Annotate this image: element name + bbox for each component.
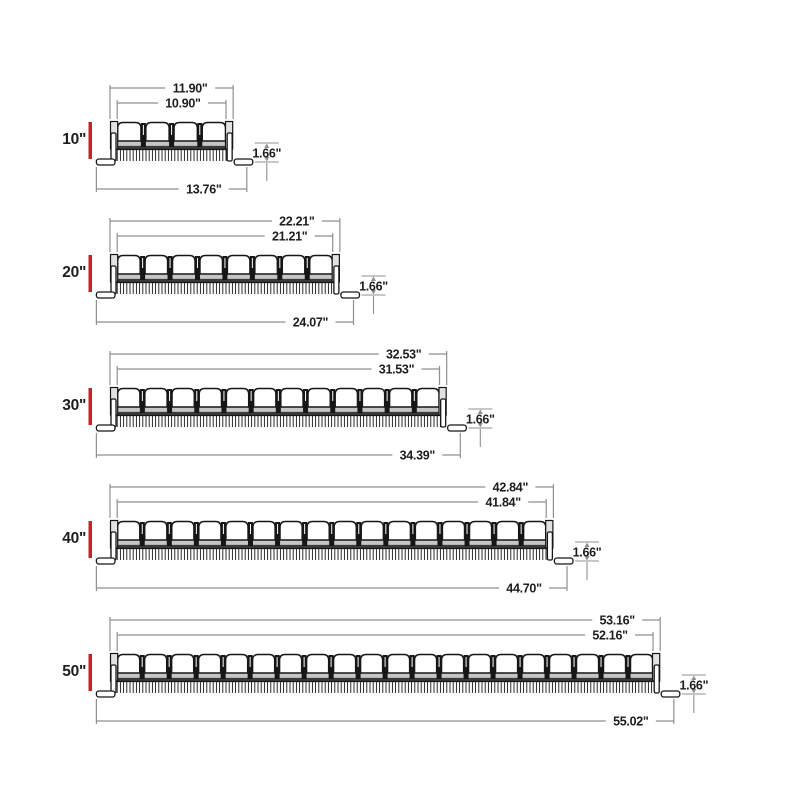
optic-pod-lens <box>390 389 412 408</box>
dim-label: 22.21" <box>279 214 315 229</box>
optic-pod-lens <box>118 389 140 408</box>
optic-pod-lens <box>523 655 545 674</box>
optic-pod-lens <box>442 522 464 541</box>
optic-pod-lens <box>417 389 439 408</box>
optic-pod-lens <box>253 655 275 674</box>
optic-pod-lens <box>172 389 194 408</box>
optic-pod-lens <box>415 522 437 541</box>
red-index-tick <box>89 521 93 558</box>
optic-pod-lens <box>253 522 275 541</box>
dim-label-height: 1.66" <box>572 545 602 560</box>
mount-arm-right <box>334 266 339 294</box>
dim-label: 52.16" <box>592 628 628 643</box>
mount-arm-left <box>111 532 116 560</box>
lightbar-row-50 <box>62 613 708 729</box>
mount-foot-right <box>661 691 680 697</box>
optic-pod-lens <box>280 522 302 541</box>
optic-pod-lens <box>361 522 383 541</box>
mount-foot-left <box>96 425 115 431</box>
lightbar-drawing <box>96 388 466 432</box>
optic-pod-lens <box>334 655 356 674</box>
optic-pod-lens <box>118 522 140 541</box>
optic-pod-lens <box>308 389 330 408</box>
optic-pod-lens <box>118 655 140 674</box>
size-label: 40" <box>62 530 86 547</box>
dim-label: 42.84" <box>492 480 529 495</box>
optic-pod-lens <box>388 522 410 541</box>
dim-label: 10.90" <box>165 96 201 111</box>
optic-pod-lens <box>361 655 383 674</box>
mount-foot-left <box>96 159 115 165</box>
size-label: 20" <box>62 264 86 281</box>
height-dimension <box>466 409 495 447</box>
optic-pod-lens <box>415 655 437 674</box>
optic-pod-lens <box>118 123 141 142</box>
optic-pod-lens <box>442 655 464 674</box>
mount-arm-left <box>111 665 116 693</box>
dim-label-height: 1.66" <box>679 678 709 693</box>
lightbar-row-40 <box>62 480 601 596</box>
optic-pod-lens <box>496 655 518 674</box>
optic-pod-lens <box>631 655 653 674</box>
mount-arm-right <box>441 399 446 427</box>
dim-label-height: 1.66" <box>252 146 282 161</box>
dim-label: 44.70" <box>506 581 542 596</box>
optic-pod-lens <box>550 655 572 674</box>
optic-pod-lens <box>307 522 329 541</box>
optic-pod-lens <box>145 256 167 275</box>
height-dimension <box>679 675 708 713</box>
height-dimension <box>252 143 281 181</box>
optic-pod-lens <box>226 389 248 408</box>
dim-label-height: 1.66" <box>359 279 388 294</box>
optic-pod-lens <box>334 522 356 541</box>
dim-label: 41.84" <box>485 495 521 510</box>
optic-pod-lens <box>226 522 248 541</box>
dim-label: 11.90" <box>172 81 208 96</box>
optic-pod-lens <box>577 655 599 674</box>
optic-pod-lens <box>202 123 225 142</box>
height-dimension <box>573 542 602 580</box>
red-index-tick <box>89 388 93 425</box>
mount-foot-left <box>96 292 115 298</box>
dim-label: 53.16" <box>599 613 635 628</box>
dim-label: 13.76" <box>186 182 222 197</box>
optic-pod-lens <box>145 522 167 541</box>
dim-label-height: 1.66" <box>465 412 495 427</box>
mount-arm-right <box>547 532 552 560</box>
red-index-tick <box>89 255 93 292</box>
red-index-tick <box>89 122 93 159</box>
height-dimension <box>359 276 388 314</box>
lightbar-drawing <box>96 654 679 698</box>
optic-pod-lens <box>173 256 195 275</box>
dim-label: 31.53" <box>378 362 415 377</box>
optic-pod-lens <box>281 389 303 408</box>
optic-pod-lens <box>604 655 626 674</box>
mount-foot-left <box>96 691 115 697</box>
mount-foot-right <box>341 292 360 298</box>
mount-foot-left <box>96 558 115 564</box>
optic-pod-lens <box>199 389 221 408</box>
optic-pod-lens <box>497 522 519 541</box>
optic-pod-lens <box>280 655 302 674</box>
mount-arm-right <box>654 665 659 693</box>
mount-foot-right <box>234 159 253 165</box>
dim-label: 34.39" <box>399 448 436 463</box>
size-label: 10" <box>62 131 86 148</box>
lightbar-row-20 <box>62 214 388 330</box>
optic-pod-lens <box>146 123 169 142</box>
optic-pod-lens <box>470 522 492 541</box>
optic-pod-lens <box>172 655 194 674</box>
mount-foot-right <box>554 558 573 564</box>
dim-label: 55.02" <box>613 714 649 729</box>
lightbar-row-30 <box>62 347 495 463</box>
optic-pod-lens <box>199 522 221 541</box>
optic-pod-lens <box>362 389 384 408</box>
optic-pod-lens <box>388 655 410 674</box>
optic-pod-lens <box>254 389 276 408</box>
optic-pod-lens <box>172 522 194 541</box>
mount-arm-left <box>111 399 116 427</box>
size-label: 50" <box>62 663 86 680</box>
optic-pod-lens <box>255 256 277 275</box>
lightbar-row-10 <box>62 81 281 197</box>
optic-pod-lens <box>200 256 222 275</box>
dim-label: 21.21" <box>271 229 308 244</box>
optic-pod-lens <box>174 123 197 142</box>
lightbar-drawing <box>96 521 573 565</box>
optic-pod-lens <box>118 256 140 275</box>
optic-pod-lens <box>282 256 304 275</box>
optic-pod-lens <box>524 522 546 541</box>
optic-pod-lens <box>145 655 167 674</box>
mount-foot-right <box>448 425 467 431</box>
optic-pod-lens <box>199 655 221 674</box>
optic-pod-lens <box>227 256 249 275</box>
dim-label: 24.07" <box>292 315 329 330</box>
lightbar-drawing <box>96 255 359 299</box>
optic-pod-lens <box>335 389 357 408</box>
optic-pod-lens <box>307 655 329 674</box>
dim-label: 32.53" <box>385 347 422 362</box>
red-index-tick <box>89 654 93 691</box>
mount-arm-left <box>111 133 116 161</box>
mount-arm-left <box>111 266 116 294</box>
mount-arm-right <box>227 133 232 161</box>
optic-pod-lens <box>226 655 248 674</box>
optic-pod-lens <box>310 256 332 275</box>
lightbar-drawing <box>96 122 252 166</box>
optic-pod-lens <box>469 655 491 674</box>
optic-pod-lens <box>145 389 167 408</box>
size-label: 30" <box>62 397 86 414</box>
